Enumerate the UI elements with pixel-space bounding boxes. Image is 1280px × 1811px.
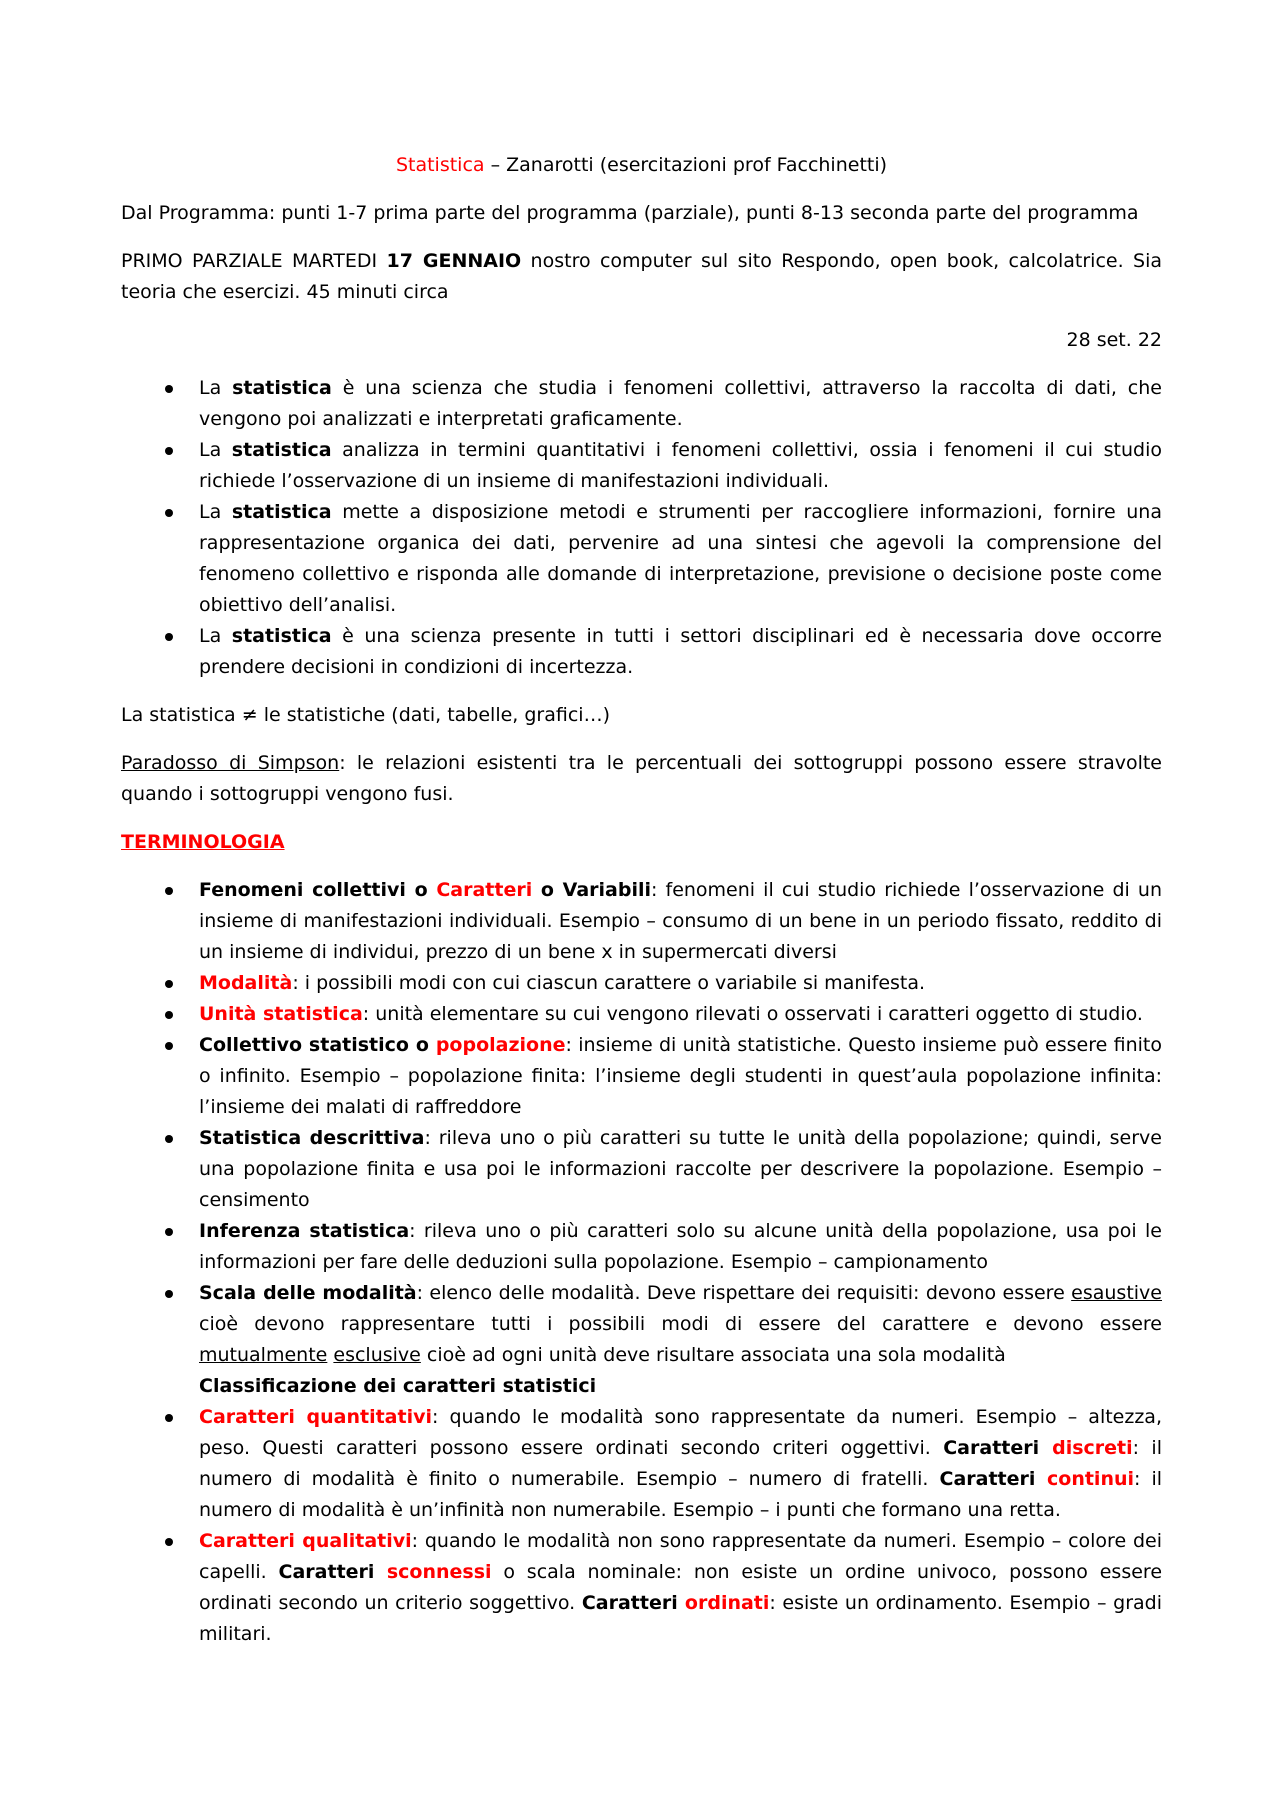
term-red: Modalità xyxy=(199,972,293,994)
item-post: è una scienza presente in tutti i settori disciplinari ed è necessaria dove occorre prendere decisioni in condizioni di incertezza. xyxy=(199,625,1162,678)
term-text: : rileva uno o più caratteri su tutte le unità della popolazione; quindi, serve una popolazione finita e usa poi le informazioni raccolte per descrivere la popolazione. Esempio – censimento xyxy=(199,1127,1162,1211)
term-underline: esaustive xyxy=(1071,1282,1162,1304)
item-post: mette a disposizione metodi e strumenti per raccogliere informazioni, fornire una rappresentazione organica dei dati, pervenire ad una sintesi che agevoli la comprensione del fenomeno collettivo e risponda alle domande di interpretazione, previsione o decisione poste come obiettivo dell’analisi. xyxy=(199,501,1162,616)
term-text: cioè devono rappresentare tutti i possibili modi di essere del carattere e devono essere xyxy=(199,1313,1162,1335)
list-item xyxy=(121,435,1162,497)
classificazione-subheading: Classificazione dei caratteri statistici xyxy=(199,1375,597,1397)
term-bold: Caratteri xyxy=(943,1437,1053,1459)
term-bold: Collettivo statistico o xyxy=(199,1034,436,1056)
term-underline: mutualmente xyxy=(199,1344,328,1366)
bullet-icon xyxy=(165,447,173,455)
term-red: continui xyxy=(1047,1468,1135,1490)
term-text: : rileva uno o più caratteri solo su alcune unità della popolazione, usa poi le informazioni per fare delle deduzioni sulla popolazione. Esempio – campionamento xyxy=(199,1220,1162,1273)
term-item xyxy=(121,1526,1162,1650)
simpson-paragraph xyxy=(121,748,1162,810)
term-text: : fenomeni il cui studio richiede l’osservazione di un insieme di manifestazioni individuali. Esempio – consumo di un bene in un periodo fissato, reddito di un insieme di individui, prezzo di un bene x in supermercati diversi xyxy=(199,879,1162,963)
term-text: : quando le modalità non sono rappresentate da numeri. Esempio – colore dei capelli. xyxy=(199,1530,1162,1583)
term-red: discreti xyxy=(1052,1437,1133,1459)
bullet-icon xyxy=(165,1042,173,1050)
terms-list xyxy=(121,875,1162,1371)
term-text: cioè ad ogni unità deve risultare associata una sola modalità xyxy=(420,1344,1006,1366)
term-item xyxy=(121,999,1162,1030)
simpson-text: : le relazioni esistenti tra le percentuali dei sottogruppi possono essere stravolte quando i sottogruppi vengono fusi. xyxy=(121,752,1162,805)
bullet-icon xyxy=(165,385,173,393)
intro-list xyxy=(121,373,1162,683)
bullet-icon xyxy=(165,1011,173,1019)
terminologia-heading: TERMINOLOGIA xyxy=(121,831,285,853)
term-bold: Caratteri xyxy=(939,1468,1047,1490)
term-item xyxy=(121,1123,1162,1216)
term-red: popolazione xyxy=(435,1034,566,1056)
bullet-icon xyxy=(165,1228,173,1236)
neq-line: La statistica ≠ le statistiche (dati, tabelle, grafici…) xyxy=(121,704,610,726)
term-text: : il numero di modalità è finito o numerabile. Esempio – numero di fratelli. xyxy=(199,1437,1162,1490)
item-post: analizza in termini quantitativi i fenomeni collettivi, ossia i fenomeni il cui studio richiede l’osservazione di un insieme di manifestazioni individuali. xyxy=(199,439,1162,492)
term-bold: Caratteri xyxy=(581,1592,685,1614)
term-red: Caratteri quantitativi xyxy=(199,1406,432,1428)
term-underline: esclusive xyxy=(333,1344,421,1366)
term-red: Caratteri qualitativi xyxy=(199,1530,412,1552)
term-text: : i possibili modi con cui ciascun carattere o variabile si manifesta. xyxy=(292,972,926,994)
programma-line: Dal Programma: punti 1-7 prima parte del programma (parziale), punti 8-13 seconda parte del programma xyxy=(121,202,1139,224)
item-bold: statistica xyxy=(231,625,332,647)
term-bold: Statistica descrittiva xyxy=(199,1127,425,1149)
bullet-icon xyxy=(165,633,173,641)
list-item xyxy=(121,621,1162,683)
bullet-icon xyxy=(165,509,173,517)
term-item xyxy=(121,875,1162,968)
term-bold: Caratteri xyxy=(278,1561,387,1583)
term-bold: Scala delle modalità xyxy=(199,1282,417,1304)
term-text: : quando le modalità sono rappresentate da numeri. Esempio – altezza, peso. Questi caratteri possono essere ordinati secondo criteri oggettivi. xyxy=(199,1406,1162,1459)
term-bold: Inferenza statistica xyxy=(199,1220,410,1242)
term-text: : il numero di modalità è un’infinità non numerabile. Esempio – i punti che formano una retta. xyxy=(199,1468,1162,1521)
item-pre: La xyxy=(199,439,232,461)
term-item xyxy=(121,1278,1162,1371)
term-red: ordinati xyxy=(684,1592,770,1614)
list-item xyxy=(121,497,1162,621)
term-red: Caratteri xyxy=(436,879,533,901)
item-pre: La xyxy=(199,501,232,523)
bullet-icon xyxy=(165,1290,173,1298)
term-item xyxy=(121,1216,1162,1278)
term-text: o scala nominale: non esiste un ordine univoco, possono essere ordinati secondo un criterio soggettivo. xyxy=(199,1561,1163,1614)
item-pre: La xyxy=(199,377,233,399)
terms-list-2 xyxy=(121,1402,1162,1650)
term-bold: o Variabili xyxy=(532,879,651,901)
term-text: : elenco delle modalità. Deve rispettare dei requisiti: devono essere xyxy=(416,1282,1072,1304)
lesson-date: 28 set. 22 xyxy=(1066,329,1162,351)
bullet-icon xyxy=(165,1538,173,1546)
title-subject: Statistica xyxy=(395,154,485,176)
list-item xyxy=(121,373,1162,435)
item-pre: La xyxy=(199,625,232,647)
document-title xyxy=(121,150,1162,181)
bullet-icon xyxy=(165,980,173,988)
term-red: Unità statistica xyxy=(199,1003,363,1025)
term-bold: Fenomeni collettivi o xyxy=(199,879,437,901)
title-rest: – Zanarotti (esercitazioni prof Facchinetti) xyxy=(484,154,888,176)
term-item xyxy=(121,1030,1162,1123)
item-bold: statistica xyxy=(232,377,332,399)
parziale-paragraph xyxy=(121,246,1162,308)
item-bold: statistica xyxy=(231,439,332,461)
parziale-pre: PRIMO PARZIALE MARTEDI xyxy=(121,250,387,272)
simpson-term: Paradosso di Simpson xyxy=(121,752,340,774)
item-bold: statistica xyxy=(231,501,332,523)
bullet-icon xyxy=(165,887,173,895)
item-post: è una scienza che studia i fenomeni collettivi, attraverso la raccolta di dati, che vengono poi analizzati e interpretati graficamente. xyxy=(199,377,1162,430)
parziale-date: 17 GENNAIO xyxy=(386,250,522,272)
term-item xyxy=(121,968,1162,999)
bullet-icon xyxy=(165,1414,173,1422)
parziale-post: nostro computer sul sito Respondo, open book, calcolatrice. Sia teoria che esercizi. 45 minuti circa xyxy=(121,250,1162,303)
term-text: : insieme di unità statistiche. Questo insieme può essere finito o infinito. Esempio – popolazione finita: l’insieme degli studenti in quest’aula popolazione infinita: l’insieme dei malati di raffreddore xyxy=(199,1034,1163,1118)
term-red: sconnessi xyxy=(386,1561,492,1583)
bullet-icon xyxy=(165,1135,173,1143)
term-item xyxy=(121,1402,1162,1526)
term-text: : esiste un ordinamento. Esempio – gradi militari. xyxy=(199,1592,1162,1645)
term-text: : unità elementare su cui vengono rilevati o osservati i caratteri oggetto di studio. xyxy=(362,1003,1143,1025)
